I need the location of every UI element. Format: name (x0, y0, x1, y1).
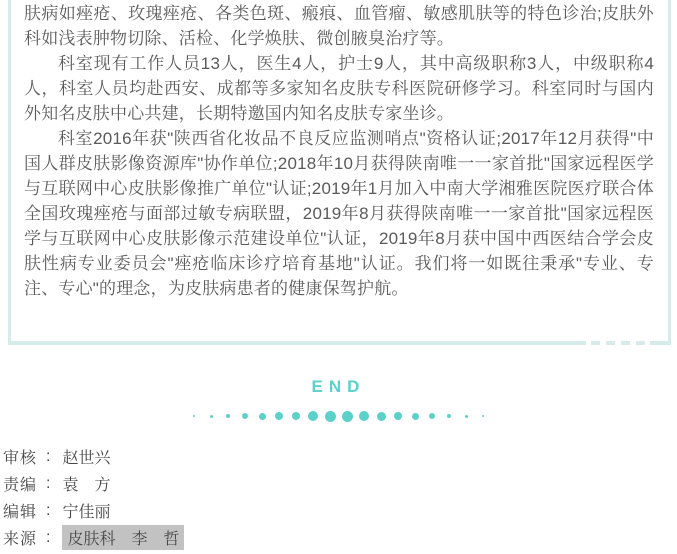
dot (193, 415, 195, 417)
dot-cell (458, 415, 475, 418)
border-dash-decoration (586, 341, 650, 345)
footer-credit-name: 袁 方 (62, 477, 111, 494)
dash-square (621, 341, 630, 345)
footer-credit-label: 来源 (3, 531, 38, 548)
dot (308, 411, 318, 421)
footer-credit-label: 责编 (3, 477, 38, 494)
dot (259, 413, 266, 420)
dash-square (606, 341, 615, 345)
dot-cell (407, 413, 424, 420)
end-dots-row (0, 410, 677, 422)
dot (482, 415, 484, 417)
dot-cell (390, 412, 407, 420)
footer-credit-colon: : (46, 474, 51, 492)
footer-credit-colon: : (46, 447, 51, 465)
credits-footer (3, 446, 184, 554)
end-section (0, 377, 677, 422)
dot (429, 413, 435, 419)
dot-cell (220, 414, 237, 418)
dot-cell (271, 412, 288, 420)
footer-credit-label: 审核 (3, 450, 38, 467)
dot (412, 413, 419, 420)
dot (292, 412, 300, 420)
dot-cell (254, 413, 271, 420)
article-paragraph: 科室现有工作人员13人，医生4人，护士9人，其中高级职称3人，中级职称4人，科室人员均赴西安、成都等多家知名皮肤专科医院研修学习。科室同时与国内外知名皮肤中心共建，长期特邀国内知名皮肤专家坐诊。 (24, 54, 654, 123)
dash-square (591, 341, 600, 345)
footer-credit-name: 宁佳丽 (62, 504, 111, 521)
dot-cell (356, 411, 373, 421)
footer-credit-row (3, 500, 184, 521)
footer-credit-name: 赵世兴 (62, 450, 111, 467)
dot (465, 415, 468, 418)
dot (447, 414, 451, 418)
dot-cell (339, 411, 356, 422)
dot-cell (186, 415, 203, 417)
dot-cell (373, 412, 390, 421)
dash-square (636, 341, 645, 345)
dot-cell (237, 413, 254, 419)
dot-cell (322, 411, 339, 422)
dot (210, 415, 213, 418)
footer-credit-colon: : (46, 501, 51, 519)
end-marker-label: END (311, 377, 366, 396)
dot (342, 411, 353, 422)
dot (226, 414, 230, 418)
footer-credit-row (3, 473, 184, 494)
footer-credit-row (3, 446, 184, 467)
dot-cell (203, 415, 220, 418)
dot (242, 413, 248, 419)
dot-cell (305, 411, 322, 421)
dot-cell (475, 415, 492, 417)
dot-cell (424, 413, 441, 419)
footer-credit-name-highlighted: 皮肤科 李 哲 (62, 525, 184, 550)
dot (359, 411, 369, 421)
article-paragraph: 科室2016年获"陕西省化妆品不良反应监测哨点"资格认证;2017年12月获得"中国人群皮肤影像资源库"协作单位;2018年10月获得陕南唯一一家首批"国家远程医学与互联网中心皮肤影像推广单位"认证;2019年1月加入中南大学湘雅医院医疗联合体全国玫瑰痤疮与面部过敏专病联盟，2019年8月获得陕南唯一一家首批"国家远程医学与互联网中心皮肤影像示范建设单位"认证，2019年8月获中国中西医结合学会皮肤性病专业委员会"痤疮临床诊疗培育基地"认证。我们将一如既往秉承"专业、专注、专心"的理念，为皮肤病患者的健康保驾护航。 (24, 129, 654, 298)
article-body-box (8, 0, 671, 345)
article-paragraph: 肤病如痤疮、玫瑰痤疮、各类色斑、瘢痕、血管瘤、敏感肌肤等的特色诊治;皮肤外科如浅表肿物切除、活检、化学焕肤、微创腋臭治疗等。 (24, 4, 654, 48)
dot (275, 412, 283, 420)
dot-cell (441, 414, 458, 418)
footer-credit-label: 编辑 (3, 504, 38, 521)
dot (377, 412, 386, 421)
dot-cell (288, 412, 305, 420)
footer-credit-colon: : (46, 528, 51, 546)
dot (394, 412, 402, 420)
dot (325, 411, 336, 422)
